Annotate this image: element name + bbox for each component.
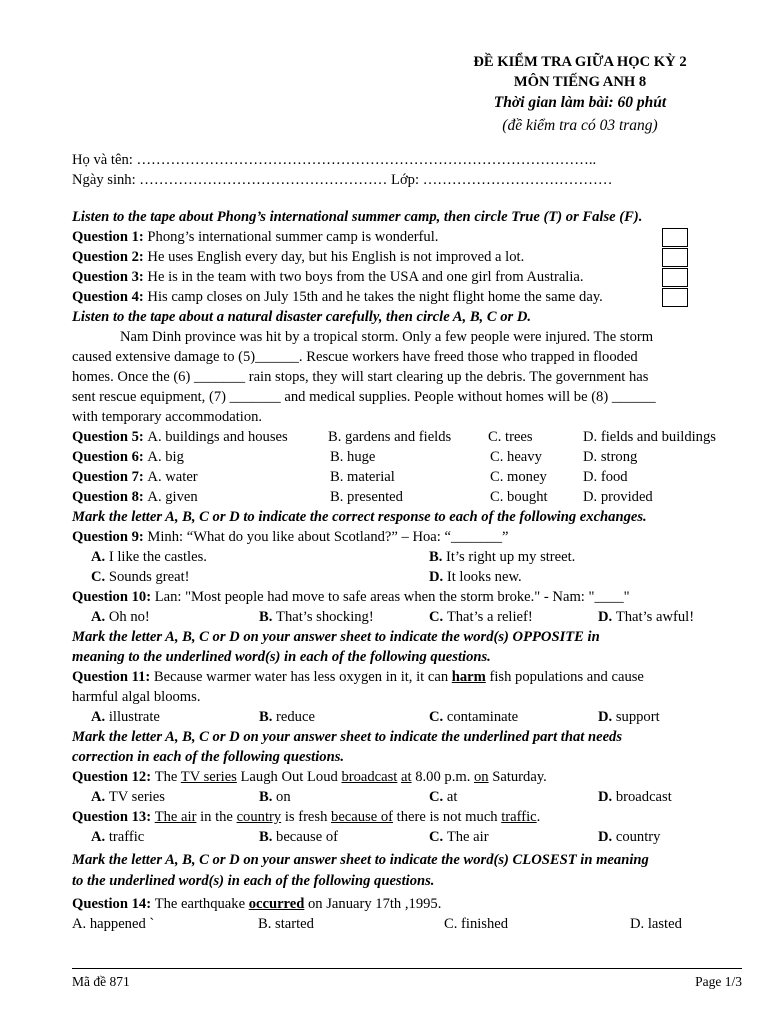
q9-text: Minh: “What do you like about Scotland?” – Hoa: “_______”: [147, 529, 509, 545]
q7-option-d[interactable]: D. food: [583, 469, 628, 485]
question-13: [72, 807, 540, 827]
q12-a-text: TV series: [108, 789, 165, 805]
q12-option-d[interactable]: [598, 787, 672, 807]
answer-box-2[interactable]: [662, 248, 688, 267]
question-6: [72, 447, 752, 467]
exam-time: Thời gian làm bài: 60 phút: [493, 94, 667, 111]
q8-label: Question 8:: [72, 489, 148, 505]
footer-page-number: Page 1/3: [695, 974, 742, 989]
q12-s4: 8.00 p.m.: [411, 769, 474, 785]
q10-a-text: Oh no!: [108, 609, 150, 625]
q9-d-text: It looks new.: [446, 569, 522, 585]
q13-option-b[interactable]: [259, 827, 338, 847]
section5-instruction-line-1: Mark the letter A, B, C or D on your answer sheet to indicate the underlined part that needs: [72, 729, 623, 745]
passage-line-5: with temporary accommodation.: [72, 409, 263, 425]
q10-option-d[interactable]: [598, 607, 694, 627]
q13-b-letter: B.: [259, 829, 277, 845]
q10-a-letter: A.: [91, 609, 109, 625]
q11-post: fish populations and cause: [485, 669, 644, 685]
q5-option-d[interactable]: D. fields and buildings: [583, 429, 716, 445]
q12-option-c[interactable]: [429, 787, 457, 807]
exam-pages-note: (đề kiểm tra có 03 trang): [502, 117, 658, 134]
q12-c-letter: C.: [429, 789, 447, 805]
q13-s4: .: [536, 809, 541, 825]
q11-option-a[interactable]: [91, 707, 160, 727]
section6-instruction-line-1: Mark the letter A, B, C or D on your answer sheet to indicate the word(s) CLOSEST in meaning: [72, 852, 649, 868]
question-14: [72, 894, 441, 914]
q14-post: on January 17th ,1995.: [304, 896, 442, 912]
q5-option-a[interactable]: A. buildings and houses: [147, 429, 288, 445]
q9-option-a[interactable]: [91, 547, 207, 567]
q14-label: Question 14:: [72, 896, 155, 912]
q10-d-letter: D.: [598, 609, 616, 625]
student-name-line: [72, 150, 596, 170]
q12-s1: The: [154, 769, 181, 785]
q11-b-text: reduce: [276, 709, 315, 725]
q10-option-b[interactable]: [259, 607, 374, 627]
question-12: [72, 767, 547, 787]
q11-c-letter: C.: [429, 709, 447, 725]
footer-exam-code: Mã đề 871: [72, 974, 130, 989]
name-label: Họ và tên:: [72, 152, 137, 168]
q13-s3: there is not much: [393, 809, 502, 825]
section3-instruction: Mark the letter A, B, C or D to indicate the correct response to each of the following exchanges.: [72, 509, 647, 525]
q12-option-a[interactable]: [91, 787, 165, 807]
q6-option-a[interactable]: A. big: [147, 449, 184, 465]
q13-s1: in the: [196, 809, 237, 825]
q13-d-text: country: [615, 829, 661, 845]
q14-option-b[interactable]: B. started: [258, 916, 314, 932]
q9-b-letter: B.: [429, 549, 447, 565]
question-8: [72, 487, 752, 507]
q13-c-text: The air: [446, 829, 489, 845]
question-3: [72, 267, 584, 287]
q11-d-letter: D.: [598, 709, 616, 725]
q11-a-letter: A.: [91, 709, 109, 725]
q10-d-text: That’s awful!: [615, 609, 695, 625]
q10-option-a[interactable]: [91, 607, 150, 627]
q11-pre: Because warmer water has less oxygen in it, it can: [153, 669, 452, 685]
q13-a-text: traffic: [108, 829, 145, 845]
q13-option-a[interactable]: [91, 827, 144, 847]
q11-option-b[interactable]: [259, 707, 315, 727]
q9-c-letter: C.: [91, 569, 109, 585]
question-9: [72, 527, 509, 547]
section4-instruction-line-2: meaning to the underlined word(s) in each of the following questions.: [72, 649, 491, 665]
question-5: [72, 427, 752, 447]
q5-option-c[interactable]: C. trees: [488, 429, 533, 445]
q3-label: Question 3:: [72, 269, 148, 285]
q13-d-letter: D.: [598, 829, 616, 845]
q11-option-c[interactable]: [429, 707, 518, 727]
q13-underline-3: because of: [331, 809, 394, 825]
exam-title: ĐỀ KIỂM TRA GIỮA HỌC KỲ 2: [473, 54, 687, 70]
q10-b-text: That’s shocking!: [276, 609, 374, 625]
q13-a-letter: A.: [91, 829, 109, 845]
q12-s2: Laugh Out Loud: [236, 769, 342, 785]
q7-option-a[interactable]: A. water: [147, 469, 198, 485]
q9-label: Question 9:: [72, 529, 148, 545]
q6-option-c[interactable]: C. heavy: [490, 449, 542, 465]
dob-dots: ……………………………………………: [139, 172, 388, 188]
q13-underline-1: The air: [154, 809, 197, 825]
question-4: [72, 287, 603, 307]
q12-a-letter: A.: [91, 789, 109, 805]
section2-instruction: Listen to the tape about a natural disaster carefully, then circle A, B, C or D.: [72, 309, 532, 325]
section4-instruction-line-1: Mark the letter A, B, C or D on your answer sheet to indicate the word(s) OPPOSITE in: [72, 629, 600, 645]
q11-line-2: harmful algal blooms.: [72, 689, 201, 705]
student-dob-line: [72, 170, 612, 190]
q10-b-letter: B.: [259, 609, 277, 625]
q4-label: Question 4:: [72, 289, 148, 305]
q7-option-c[interactable]: C. money: [490, 469, 547, 485]
q1-text: Phong’s international summer camp is wonderful.: [147, 229, 439, 245]
q8-option-b[interactable]: B. presented: [330, 489, 403, 505]
q8-option-d[interactable]: D. provided: [583, 489, 653, 505]
q9-option-b[interactable]: [429, 547, 575, 567]
footer-rule: [72, 968, 742, 969]
passage-line-4: sent rescue equipment, (7) _______ and medical supplies. People without homes will be (8) ______: [72, 389, 656, 405]
q5-label: Question 5:: [72, 429, 148, 445]
q14-pre: The earthquake: [154, 896, 249, 912]
q9-option-c[interactable]: [91, 567, 190, 587]
q13-underline-4: traffic: [501, 809, 537, 825]
q12-option-b[interactable]: [259, 787, 291, 807]
section5-instruction-line-2: correction in each of the following questions.: [72, 749, 345, 765]
q10-c-text: That’s a relief!: [446, 609, 533, 625]
q13-underline-2: country: [236, 809, 282, 825]
q12-underline-3: at: [401, 769, 412, 785]
q9-a-text: I like the castles.: [108, 549, 207, 565]
q14-option-d[interactable]: D. lasted: [630, 916, 682, 932]
answer-box-4[interactable]: [662, 288, 688, 307]
class-dots: …………………………………: [422, 172, 613, 188]
question-1: [72, 227, 438, 247]
passage-line-2: caused extensive damage to (5)______. Rescue workers have freed those who trapped in flooded: [72, 349, 638, 365]
q11-d-text: support: [615, 709, 660, 725]
q12-label: Question 12:: [72, 769, 155, 785]
passage-line-3: homes. Once the (6) _______ rain stops, they will start clearing up the debris. The government has: [72, 369, 649, 385]
q9-d-letter: D.: [429, 569, 447, 585]
q10-text: Lan: "Most people had move to safe areas when the storm broke." - Nam: "____": [154, 589, 630, 605]
q12-underline-2: broadcast: [341, 769, 398, 785]
q13-option-c[interactable]: [429, 827, 489, 847]
q8-option-c[interactable]: C. bought: [490, 489, 548, 505]
answer-box-1[interactable]: [662, 228, 688, 247]
q13-label: Question 13:: [72, 809, 155, 825]
q11-option-d[interactable]: [598, 707, 660, 727]
q13-option-d[interactable]: [598, 827, 660, 847]
q10-c-letter: C.: [429, 609, 447, 625]
q12-underline-1: TV series: [180, 769, 237, 785]
dob-label: Ngày sinh:: [72, 172, 140, 188]
q12-s5: Saturday.: [488, 769, 547, 785]
q10-option-c[interactable]: [429, 607, 533, 627]
q13-b-text: because of: [276, 829, 339, 845]
q14-option-a[interactable]: A. happened `: [72, 916, 155, 932]
q14-option-c[interactable]: C. finished: [444, 916, 509, 932]
q12-b-letter: B.: [259, 789, 277, 805]
q12-b-text: on: [276, 789, 291, 805]
q7-label: Question 7:: [72, 469, 148, 485]
q13-s2: is fresh: [281, 809, 332, 825]
q11-a-text: illustrate: [108, 709, 160, 725]
q3-text: He is in the team with two boys from the USA and one girl from Australia.: [147, 269, 584, 285]
q8-option-a[interactable]: A. given: [147, 489, 198, 505]
q9-a-letter: A.: [91, 549, 109, 565]
class-label: Lớp:: [391, 172, 423, 188]
q14-key-word: occurred: [248, 896, 305, 912]
exam-subject: MÔN TIẾNG ANH 8: [513, 74, 647, 90]
q13-c-letter: C.: [429, 829, 447, 845]
section6-instruction-line-2: to the underlined word(s) in each of the following questions.: [72, 873, 435, 889]
q12-d-text: broadcast: [615, 789, 672, 805]
question-7: [72, 467, 752, 487]
question-2: [72, 247, 524, 267]
q9-option-d[interactable]: [429, 567, 522, 587]
q12-d-letter: D.: [598, 789, 616, 805]
q10-label: Question 10:: [72, 589, 155, 605]
section1-instruction: Listen to the tape about Phong’s international summer camp, then circle True (T) or False (F).: [72, 209, 643, 225]
answer-box-3[interactable]: [662, 268, 688, 287]
q6-option-b[interactable]: B. huge: [330, 449, 376, 465]
question-11: [72, 667, 644, 687]
q11-label: Question 11:: [72, 669, 154, 685]
q6-label: Question 6:: [72, 449, 148, 465]
q1-label: Question 1:: [72, 229, 148, 245]
name-dots: …………………………………………………………………………………..: [136, 152, 597, 168]
passage-line-1: Nam Dinh province was hit by a tropical storm. Only a few people were injured. The storm: [120, 329, 654, 345]
q11-key-word: harm: [451, 669, 486, 685]
q12-c-text: at: [446, 789, 458, 805]
q12-underline-4: on: [474, 769, 489, 785]
q5-option-b[interactable]: B. gardens and fields: [328, 429, 452, 445]
q7-option-b[interactable]: B. material: [330, 469, 395, 485]
q11-b-letter: B.: [259, 709, 277, 725]
q4-text: His camp closes on July 15th and he takes the night flight home the same day.: [147, 289, 603, 305]
question-10: [72, 587, 630, 607]
q2-text: He uses English every day, but his English is not improved a lot.: [147, 249, 525, 265]
q9-b-text: It’s right up my street.: [446, 549, 576, 565]
q2-label: Question 2:: [72, 249, 148, 265]
q11-c-text: contaminate: [446, 709, 519, 725]
q6-option-d[interactable]: D. strong: [583, 449, 638, 465]
q9-c-text: Sounds great!: [108, 569, 190, 585]
